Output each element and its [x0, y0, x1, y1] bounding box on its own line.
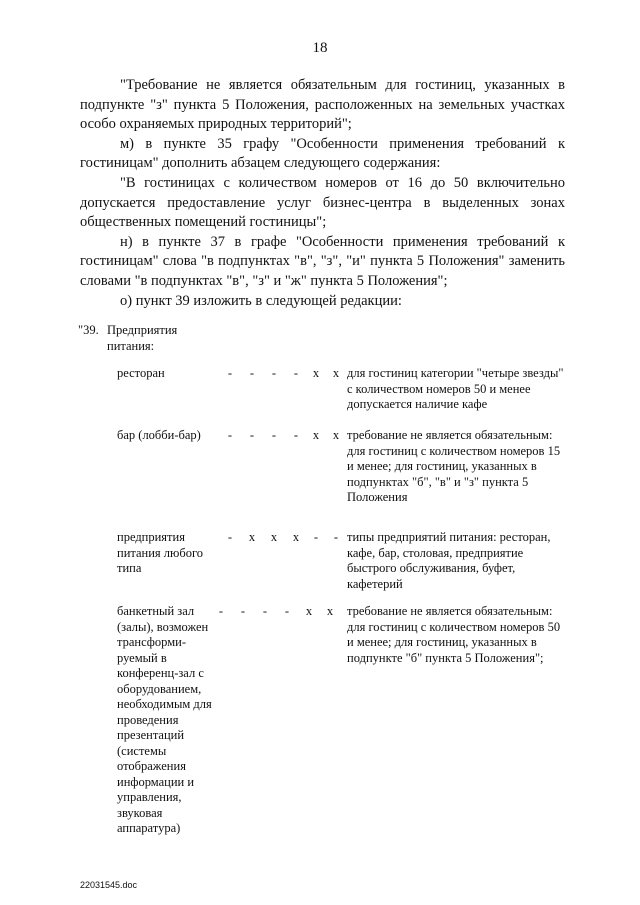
row-note: требование не является обязательным: для гостиниц с количеством номеров 15 и менее; для гостиниц, указанных в подпунктах "б", "в" и "з" пункта 5 Положения	[347, 428, 561, 504]
mark: -	[249, 428, 255, 442]
row-name: ресторан	[117, 366, 165, 380]
paragraph-business-center: "В гостиницах с количеством номеров от 16 до 50 включительно допускается предоставление услуг бизнес-центра в выделенных зонах общественных помещений гостиницы";	[80, 174, 565, 231]
mark: -	[240, 604, 246, 618]
mark: -	[284, 604, 290, 618]
paragraph-n: н) в пункте 37 в графе "Особенности применения требований к гостиницам" слова "в подпунктах "в", "з", "и" пункта 5 Положения" заменить словами "в подпунктах "в", "з" и "ж" пункта 5 Положения";	[80, 233, 565, 289]
body-text	[80, 76, 565, 311]
mark: х	[312, 366, 320, 380]
mark: х	[312, 428, 320, 442]
paragraph-hotel-requirement: "Требование не является обязательным для гостиниц, указанных в подпункте "з" пункта 5 Положения, расположенных на земельных участках особо охраняемых природных территорий";	[80, 77, 565, 133]
mark: х	[248, 530, 256, 544]
row-name: бар (лобби-бар)	[117, 428, 201, 442]
table-heading	[78, 323, 177, 354]
row-name: предприятия питания любого типа	[117, 530, 204, 575]
mark: -	[227, 428, 233, 442]
mark: х	[292, 530, 300, 544]
mark: -	[227, 530, 233, 544]
row-note: для гостиниц категории "четыре звезды" с количеством номеров 50 и менее допускается наличие кафе	[347, 366, 564, 411]
mark: х	[332, 366, 340, 380]
mark: -	[271, 428, 277, 442]
mark: -	[293, 366, 299, 380]
mark: -	[218, 604, 224, 618]
row-note: типы предприятий питания: ресторан, кафе, бар, столовая, предприятие быстрого обслуживания, буфет, кафетерий	[347, 530, 551, 591]
mark: -	[293, 428, 299, 442]
heading-line-1: Предприятия	[107, 323, 178, 337]
file-name-footer: 22031545.doc	[80, 880, 138, 890]
mark: -	[227, 366, 233, 380]
mark: х	[332, 428, 340, 442]
mark: х	[305, 604, 313, 618]
page-number: 18	[312, 40, 328, 56]
mark: -	[262, 604, 268, 618]
mark: -	[313, 530, 319, 544]
mark: -	[249, 366, 255, 380]
paragraph-o: о) пункт 39 изложить в следующей редакции:	[120, 292, 402, 309]
paragraph-m: м) в пункте 35 графу "Особенности применения требований к гостиницам" дополнить абзацем следующего содержания:	[80, 135, 565, 172]
mark: -	[333, 530, 339, 544]
item-number: "39.	[78, 323, 99, 337]
row-note: требование не является обязательным: для гостиниц с количеством номеров 50 и менее; для гостиниц, указанных в подпункте "б" пункта 5 Положения";	[347, 604, 561, 665]
mark: х	[326, 604, 334, 618]
mark: х	[270, 530, 278, 544]
heading-line-2: питания:	[107, 338, 155, 353]
row-name: банкетный зал (залы), возможен трансформи-руемый в конференц-зал с оборудованием, необходимым для проведения презентаций (системы отображения информации и управления, звуковая аппаратура)	[117, 604, 212, 835]
mark: -	[271, 366, 277, 380]
